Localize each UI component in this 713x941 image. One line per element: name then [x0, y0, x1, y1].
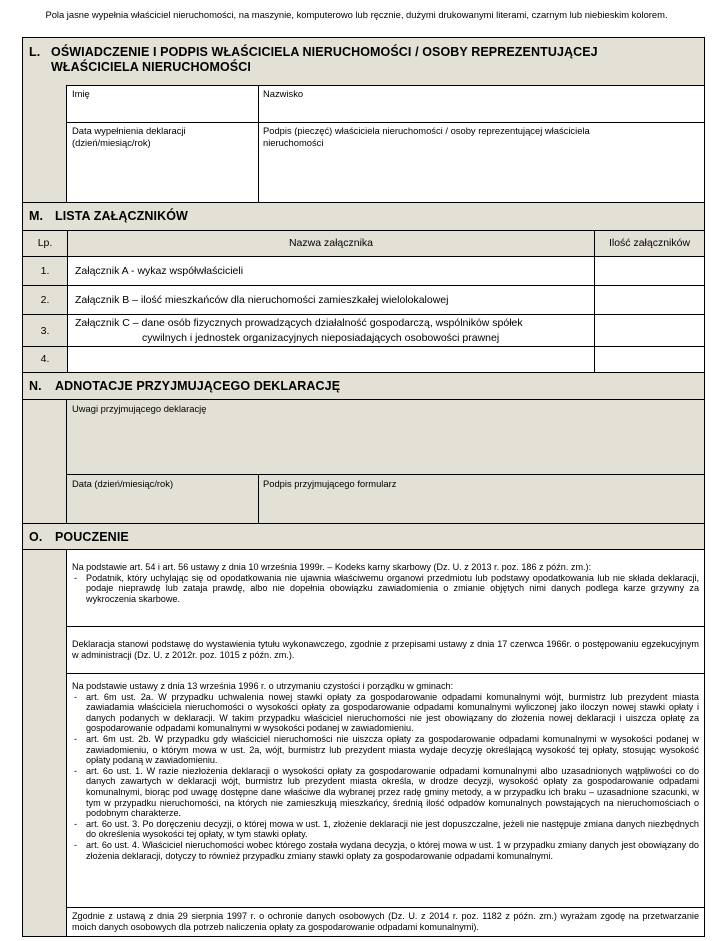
- list-item: - art. 6m ust. 2b. W przypadku gdy właściciel nieruchomości nie uiszcza opłaty za gospodarowanie odpadami komunalnymi w wysokości podanej w zawiadomieniu, o którym mowa w ust. 2a, wójt, burmistrz lub prezydent miasta wydaje decyzję określającą wysokość tej opłaty, stosując wysokość opłaty podaną w zawiadomieniu.: [74, 733, 699, 766]
- instruction-3-item: art. 6o ust. 4. Właściciel nieruchomości wobec którego została wydana decyzja, o której mowa w ust. 1 w przypadku zmiany danych jest obowiązany do złożenia deklaracji, dotyczy to również przypadku zmiany stawki opłaty za gospodarowanie odpadami komunalnymi.: [86, 839, 699, 861]
- data-consent-text: Zgodnie z ustawą z dnia 29 sierpnia 1997 r. o ochronie danych osobowych (Dz. U. z 2014 r. poz. 1182 z późn. zm.) wyrażam zgodę na przetwarzanie moich danych osobowych dla potrzeb naliczenia opłaty za gospodarowanie odpadami komunalnymi).: [72, 911, 699, 932]
- instruction-2-text: Deklaracja stanowi podstawę do wystawienia tytułu wykonawczego, zgodnie z przepisami ustawy z dnia 17 czerwca 1966r. o postępowaniu egzekucyjnym w administracji (Dz. U. z 2012r. poz. 1015 z późn. zm.).: [72, 639, 699, 660]
- owner-signature-label: [263, 125, 693, 148]
- instruction-3-item: art. 6o ust. 1. W razie niezłożenia deklaracji o wysokości opłaty za gospodarowanie odpadami komunalnymi albo uzasadnionych wątpliwości co do danych zawartych w deklaracji wójt, burmistrz lub prezydent miasta określa, w drodze decyzji, wysokość opłaty za gospodarowanie odpadami komunalnymi, biorąc pod uwagę dostępne dane właściwe dla wybranej przez radę gminy metody, a w przypadku ich braku – uzasadnione szacunki, w tym w przypadku nieruchomości, na których nie zamieszkują mieszkańcy, średnią ilość odpadów komunalnych powstających na nieruchomościach o podobnym charakterze.: [86, 765, 699, 819]
- instruction-1-intro: Na podstawie art. 54 i art. 56 ustawy z dnia 10 września 1999r. – Kodeks karny skarbowy (Dz. U. z 2013 r. poz. 186 z późn. zm.):: [72, 562, 592, 572]
- instruction-3-intro: Na podstawie ustawy z dnia 13 września 1996 r. o utrzymaniu czystości i porządku w gminach:: [72, 681, 454, 691]
- instruction-3-item: art. 6m ust. 2b. W przypadku gdy właściciel nieruchomości nie uiszcza opłaty za gospodarowanie odpadami komunalnymi w wysokości podanej w zawiadomieniu, o którym mowa w ust. 2a, wójt, burmistrz lub prezydent miasta wydaje decyzję określającą wysokość tej opłaty, stosując wysokość opłaty podaną w zawiadomieniu.: [86, 733, 699, 766]
- imie-label: Imię: [72, 88, 90, 99]
- reviewer-notes-label: Uwagi przyjmującego deklarację: [72, 403, 207, 414]
- table-row-name[interactable]: [67, 346, 595, 373]
- table-row-lp: [22, 285, 68, 315]
- instruction-block-3: [66, 673, 705, 908]
- list-item: - art. 6m ust. 2a. W przypadku uchwalenia nowej stawki opłaty za gospodarowanie odpadami komunalnymi wójt, burmistrz lub prezydent miasta zawiadamia właściciela nieruchomości o wysokości opłaty za gospodarowanie odpadami komunalnymi wyliczonej jako iloczyn nowej stawki opłaty i danych podanych w deklaracji. W takim przypadku właściciel nieruchomości nie jest obowiązany do złożenia nowej deklaracji i uiszcza opłatę za gospodarowanie odpadami komunalnymi w wysokości podanej w zawiadomieniu.: [74, 691, 699, 734]
- table-row-lp: [22, 346, 68, 373]
- row-name-text-line1: Załącznik C – dane osób fizycznych prowadzących działalność gospodarczą, wspólników spółek: [75, 317, 523, 329]
- fill-date-label-line1: Data wypełnienia deklaracji: [72, 125, 186, 136]
- col-header-lp: [22, 230, 68, 257]
- section-o-title: POUCZENIE: [55, 530, 129, 544]
- row-lp-text: 2.: [40, 294, 50, 306]
- instruction-block-1: [66, 549, 705, 627]
- reviewer-date-field: [66, 474, 259, 524]
- instruction-3-item: art. 6m ust. 2a. W przypadku uchwalenia nowej stawki opłaty za gospodarowanie odpadami komunalnymi wójt, burmistrz lub prezydent miasta zawiadamia właściciela nieruchomości o wysokości opłaty za gospodarowanie odpadami komunalnymi wyliczonej jako iloczyn nowej stawki opłaty i danych podanych w deklaracji. W takim przypadku właściciel nieruchomości nie jest obowiązany do złożenia nowej deklaracji i uiszcza opłatę za gospodarowanie odpadami komunalnymi w wysokości podanej w zawiadomieniu.: [86, 691, 699, 734]
- section-o-letter: O.: [29, 530, 43, 544]
- table-row-lp: [22, 314, 68, 347]
- section-n-header: [22, 372, 705, 400]
- col-header-ilosc-text: Ilość załączników: [608, 237, 691, 249]
- table-row-count-input[interactable]: [594, 346, 705, 373]
- imie-field[interactable]: [66, 85, 259, 123]
- section-n-title: ADNOTACJE PRZYJMUJĄCEGO DEKLARACJĘ: [55, 379, 341, 393]
- row-lp-text: 1.: [40, 265, 50, 277]
- col-header-ilosc: [594, 230, 705, 257]
- section-m-title: LISTA ZAŁĄCZNIKÓW: [55, 209, 188, 223]
- row-name-text: Załącznik A - wykaz współwłaścicieli: [75, 265, 244, 277]
- reviewer-signature-field: [258, 474, 705, 524]
- owner-signature-field[interactable]: [258, 122, 705, 203]
- row-lp-text: 4.: [40, 353, 50, 365]
- table-row-name[interactable]: [67, 285, 595, 315]
- reviewer-signature-label: Podpis przyjmującego formularz: [263, 478, 397, 489]
- nazwisko-label: Nazwisko: [263, 88, 304, 99]
- fill-date-label: [72, 125, 186, 148]
- table-row-name[interactable]: [67, 256, 595, 286]
- col-header-lp-text: Lp.: [37, 237, 53, 249]
- section-m-letter: M.: [29, 209, 44, 223]
- section-l-title: [51, 45, 701, 75]
- section-l-letter: L.: [29, 45, 41, 59]
- list-item: - Podatnik, który uchylając się od opodatkowania nie ujawnia właściwemu organowi przedmiotu lub podstawy opodatkowania lub nie składa deklaracji, podaje nieprawdę lub zataja prawdę, albo nie dopełnia obowiązku zawiadomienia o zmianie objętych nimi danych podlega karze grzywny za wykroczenia skarbowe.: [74, 572, 699, 604]
- col-header-nazwa: [67, 230, 595, 257]
- row-name-text: Załącznik B – ilość mieszkańców dla nieruchomości zamieszkałej wielolokalowej: [75, 294, 449, 306]
- section-l-title-line1: OŚWIADCZENIE I PODPIS WŁAŚCICIELA NIERUCHOMOŚCI / OSOBY REPREZENTUJĄCEJ: [51, 45, 598, 59]
- owner-signature-label-line1: Podpis (pieczęć) właściciela nieruchomości / osoby reprezentującej właściciela: [263, 125, 590, 136]
- section-o-header: [22, 523, 705, 550]
- section-m-header: [22, 202, 705, 231]
- nazwisko-field[interactable]: [258, 85, 705, 123]
- table-row-lp: [22, 256, 68, 286]
- instruction-block-2: [66, 626, 705, 674]
- row-lp-text: 3.: [40, 325, 50, 337]
- table-row-count-input[interactable]: [594, 314, 705, 347]
- fill-date-label-line2: (dzień/miesiąc/rok): [72, 136, 151, 148]
- table-row-name[interactable]: [67, 314, 595, 347]
- instruction-3-item: art. 6o ust. 3. Po doręczeniu decyzji, o której mowa w ust. 1, złożenie deklaracji nie jest dopuszczalne, jeżeli nie następuje zmiana danych niezbędnych do określenia wysokości tej opłaty, w tym stawki opłaty.: [86, 818, 699, 840]
- section-n-letter: N.: [29, 379, 42, 393]
- fill-date-field[interactable]: [66, 122, 259, 203]
- list-item: - art. 6o ust. 1. W razie niezłożenia deklaracji o wysokości opłaty za gospodarowanie odpadami komunalnymi albo uzasadnionych wątpliwości co do danych zawartych w deklaracji wójt, burmistrz lub prezydent miasta określa, w drodze decyzji, wysokość opłaty za gospodarowanie odpadami komunalnymi, biorąc pod uwagę dostępne dane właściwe dla wybranej przez radę gminy metody, a w przypadku ich braku – uzasadnione szacunki, w tym w przypadku nieruchomości, na których nie zamieszkują mieszkańcy, średnią ilość odpadów komunalnych powstających na nieruchomościach o podobnym charakterze.: [74, 765, 699, 819]
- table-row-count-input[interactable]: [594, 285, 705, 315]
- list-item: - art. 6o ust. 4. Właściciel nieruchomości wobec którego została wydana decyzja, o której mowa w ust. 1 w przypadku zmiany danych jest obowiązany do złożenia deklaracji, dotyczy to również przypadku zmiany stawki opłaty za gospodarowanie odpadami komunalnymi.: [74, 839, 699, 861]
- reviewer-notes-field: [66, 399, 705, 475]
- reviewer-date-label: Data (dzień/miesiąc/rok): [72, 478, 174, 489]
- col-header-nazwa-text: Nazwa załącznika: [288, 237, 374, 249]
- table-row-count-input[interactable]: [594, 256, 705, 286]
- section-l-title-line2: WŁAŚCICIELA NIERUCHOMOŚCI: [51, 60, 251, 74]
- fill-instructions: Pola jasne wypełnia właściciel nieruchomości, na maszynie, komputerowo lub ręcznie, dużymi drukowanymi literami, czarnym lub niebieskim kolorem.: [45, 9, 668, 20]
- owner-signature-label-line2: nieruchomości: [263, 136, 324, 148]
- instruction-block-4: [66, 907, 705, 937]
- row-name-text-line2: cywilnych i jednostek organizacyjnych nieposiadających osobowości prawnej: [142, 332, 500, 344]
- list-item: - art. 6o ust. 3. Po doręczeniu decyzji, o której mowa w ust. 1, złożenie deklaracji nie jest dopuszczalne, jeżeli nie następuje zmiana danych niezbędnych do określenia wysokości tej opłaty, w tym stawki opłaty.: [74, 818, 699, 840]
- instruction-1-item: Podatnik, który uchylając się od opodatkowania nie ujawnia właściwemu organowi przedmiotu lub podstawy opodatkowania lub nie składa deklaracji, podaje nieprawdę lub zataja prawdę, albo nie dopełnia obowiązku zawiadomienia o zmianie objętych nimi danych podlega karze grzywny za wykroczenia skarbowe.: [86, 572, 699, 604]
